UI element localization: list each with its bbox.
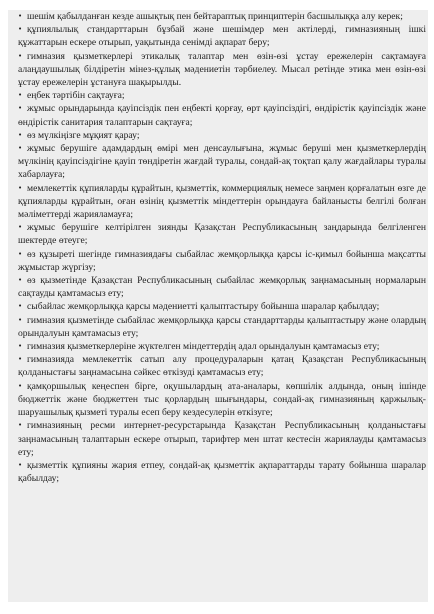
list-item-text: өз қызметінде Қазақстан Республикасының сыбайлас жемқорлық заңнамасының нормаларын сақтауды қамтамасыз ету;: [18, 275, 426, 300]
list-item-text: қызметтік құпияны жария етпеу, сондай-ақ қызметтік ақпараттарды тарату бойынша шаралар қабылдау;: [18, 459, 426, 485]
bullet-icon: •: [18, 342, 23, 351]
list-item: [18, 142, 426, 182]
bullet-icon: •: [18, 104, 23, 113]
list-item: [18, 221, 426, 247]
bullet-icon: •: [18, 249, 23, 258]
list-item: [18, 89, 426, 102]
bullet-icon: •: [18, 12, 23, 20]
list-item: [18, 353, 426, 379]
list-item-text: жұмыс берушіге адамдардың өмірі мен денсаулығына, жұмыс беруші мен қызметкерлердің мүлкінің қауіпсіздігіне қауіп төндіретін жағдай туралы, сондай-ақ тоқтап қалу жағдайлары туралы хабарлауға;: [18, 143, 426, 181]
bullet-icon: •: [18, 315, 23, 324]
list-item-text: құпиялылық стандарттарын бұзбай және шешімдер мен актілерді, гимназияның ішкі құжаттарын ескере отырып, уақытында сенімді ақпарат беру;: [18, 24, 426, 49]
bullet-icon: •: [18, 25, 23, 34]
list-item: [18, 459, 426, 485]
bullet-icon: •: [18, 421, 23, 430]
list-item-text: гимназияда мемлекеттік сатып алу процедураларын қатаң Қазақстан Республикасының қолданыстағы заңнамасына сәйкес өткізуді қамтамасыз ету;: [18, 354, 426, 379]
bullet-icon: •: [18, 91, 23, 100]
list-item-text: сыбайлас жемқорлыққа қарсы мәдениетті қалыптастыру бойынша шаралар қабылдау;: [27, 301, 380, 313]
bullet-icon: •: [18, 355, 23, 364]
list-item-text: гимназия қызметкерлеріне жүктелген міндеттердің адал орындалуын қамтамасыз ету;: [27, 341, 380, 353]
list-item-text: шешім қабылданған кезде ашықтық пен бейтараптық принциптерін басшылыққа алу керек;: [27, 11, 403, 22]
list-item-text: гимназияның ресми интернет-ресурстарында Қазақстан Республикасының қолданыстағы заңнамасының талаптарын ескере отырып, тарифтер мен штат кестесін жариялауды қамтамасыз ету;: [18, 420, 426, 458]
list-item-text: еңбек тәртібін сақтауға;: [27, 90, 125, 102]
bullet-icon: •: [18, 276, 23, 285]
list-item: [18, 340, 426, 353]
bullet-icon: •: [18, 183, 23, 192]
bullet-icon: •: [18, 302, 23, 311]
obligations-list: [8, 10, 428, 485]
list-item: [18, 50, 426, 90]
list-item: [18, 10, 426, 23]
list-item: [18, 129, 426, 142]
list-item: [18, 248, 426, 274]
list-item-text: гимназия қызметкерлері этикалық талаптар мен өзін-өзі ұстау ережелерін сақтамауға алаңдаушылық білдіретін мінез-құлық мәдениетін тәрбиелеу. Мысал ретінде этика мен өзін-өзі ұстау ережелерін ұстануға шақырылды.: [18, 50, 426, 89]
list-item: [18, 300, 426, 313]
list-item-text: гимназия қызметінде сыбайлас жемқорлыққа қарсы стандарттарды қалыптастыру және олардың орындалуын қамтамасыз ету;: [18, 314, 426, 339]
bullet-icon: •: [18, 381, 23, 390]
list-item: [18, 314, 426, 340]
bullet-icon: •: [18, 460, 23, 469]
bullet-icon: •: [18, 130, 23, 139]
list-item-text: өз құзыреті шегінде гимназиядағы сыбайлас жемқорлыққа қарсы іс-қимыл бойынша мақсатты жұмыстар жүргізу;: [18, 248, 426, 273]
bullet-icon: •: [18, 51, 23, 60]
list-item: [18, 182, 426, 222]
list-item: [18, 419, 426, 459]
list-item: [18, 274, 426, 300]
list-item-text: мемлекеттік құпияларды құрайтын, қызметтік, коммерциялық немесе заңмен қорғалатын өзге де құпияларды құрайтын, оған өзінің қызметтік міндеттерін орындауға байланысты белгілі болған мәліметтерді жарияламауға;: [18, 182, 426, 221]
list-item: [18, 102, 426, 128]
list-item: [18, 380, 426, 420]
list-item: [18, 23, 426, 49]
list-item-text: қамқоршылық кеңеспен бірге, оқушылардың ата-аналары, көпшілік алдында, оның ішінде бюджеттік және бюджеттен тыс қорлардың шығындары, сондай-ақ гимназияның қаржылық-шаруашылық қызметі туралы есеп беру кездесулерін өткізуге;: [18, 380, 426, 419]
list-item-text: жұмыс берушіге келтірілген зиянды Қазақстан Республикасының заңдарында белгіленген шектерде өтеуге;: [18, 222, 426, 247]
list-item-text: өз мүлкіңізге мұқият қарау;: [27, 129, 140, 141]
bullet-icon: •: [18, 223, 23, 232]
bullet-icon: •: [18, 144, 23, 153]
document-body: [8, 10, 428, 602]
list-item-text: жұмыс орындарында қауіпсіздік пен еңбекті қорғау, өрт қауіпсіздігі, өндірістік қауіпсіздік және өндірістік санитария талаптарын сақтауға;: [18, 103, 426, 128]
